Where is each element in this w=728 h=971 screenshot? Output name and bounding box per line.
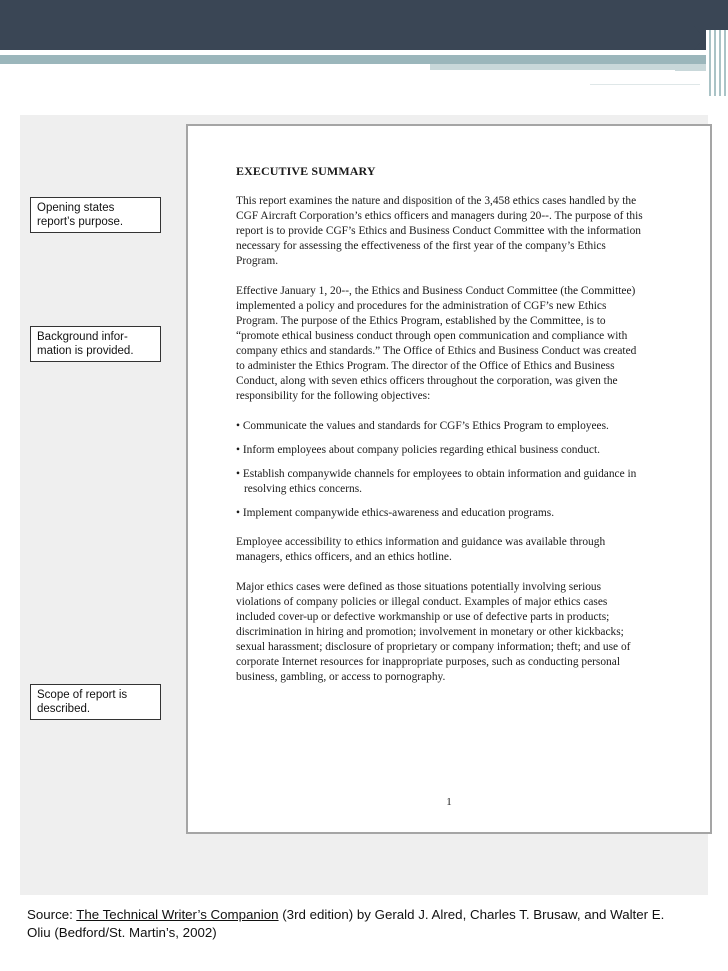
- annotation-background: [30, 326, 161, 362]
- header-accent-bar: [0, 55, 728, 64]
- source-citation: [27, 906, 687, 942]
- paragraph-accessibility: Employee accessibility to ethics information and guidance was available through managers, ethics officers, and an ethics hotline.: [236, 536, 606, 563]
- annotation-line: Opening states: [37, 202, 115, 214]
- annotation-line: described.: [37, 703, 91, 715]
- bullet-item: • Inform employees about company policies regarding ethical business conduct.: [236, 444, 600, 456]
- source-details: (3rd edition) by Gerald J. Alred, Charles T. Brusaw, and Walter E. Oliu (Bedford/St. Martin’s, 2002): [27, 907, 665, 940]
- annotation-line: Scope of report is: [37, 689, 128, 701]
- document-body: [236, 164, 646, 700]
- header-accent-line: [430, 70, 675, 72]
- annotation-line: Background infor-: [37, 331, 128, 343]
- document-heading: EXECUTIVE SUMMARY: [236, 164, 376, 178]
- header-banner-arrow: [694, 26, 704, 50]
- bullet-item: • Implement companywide ethics-awareness and education programs.: [236, 507, 555, 519]
- annotation-purpose: [30, 197, 161, 233]
- annotation-scope: [30, 684, 161, 720]
- bullet-item: • Establish companywide channels for employees to obtain information and guidance in resolving ethics concerns.: [236, 468, 637, 495]
- paragraph-scope: Major ethics cases were defined as those situations potentially involving serious violations of company policies or illegal conduct. Examples of major ethics cases included cover-up or defective workmanship or use of defective parts in products; discrimination in hiring and promotion; involvement in monetary or other kickbacks; sexual harassment; disclosure of proprietary or company information; theft; and use of corporate Internet resources for inappropriate purposes, such as conducting personal business, gambling, or access to pornography.: [236, 581, 631, 683]
- header-accent-line-short: [590, 84, 700, 85]
- annotation-line: mation is provided.: [37, 345, 134, 357]
- source-prefix: Source:: [27, 907, 77, 922]
- page-number: 1: [446, 796, 452, 808]
- bullet-item: • Communicate the values and standards for CGF’s Ethics Program to employees.: [236, 420, 609, 432]
- paragraph-background: Effective January 1, 20--, the Ethics and Business Conduct Committee (the Committee) implemented a policy and procedures for the administration of CGF’s new Ethics Program. The purpose of the Ethics Program, established by the Committee, is to “promote ethical business conduct through open communication and compliance with company ethics and standards.” The Office of Ethics and Business Conduct was created to administer the Ethics Program. The director of the Office of Ethics and Business Conduct, along with seven ethics officers throughout the corporation, was given the responsibility for the following objectives:: [236, 285, 637, 402]
- paragraph-purpose: This report examines the nature and disposition of the 3,458 ethics cases handled by the CGF Aircraft Corporation’s ethics officers and managers during 20--. The purpose of this report is to provide CGF’s Ethics and Business Conduct Committee with the information necessary for assessing the effectiveness of the first year of the company’s Ethics Program.: [236, 195, 643, 267]
- header-banner: [0, 0, 728, 50]
- annotation-line: report’s purpose.: [37, 216, 124, 228]
- document-page: [186, 124, 712, 834]
- header-stripes: [706, 30, 728, 96]
- source-book-title: The Technical Writer’s Companion: [76, 907, 279, 922]
